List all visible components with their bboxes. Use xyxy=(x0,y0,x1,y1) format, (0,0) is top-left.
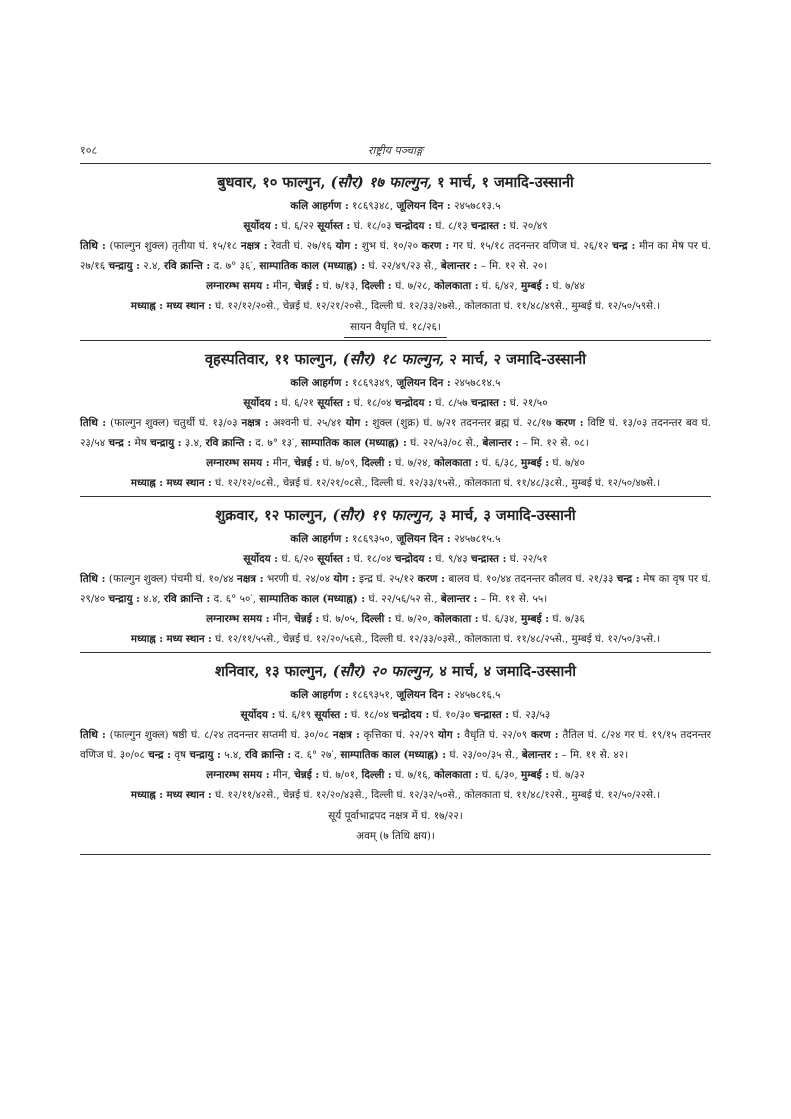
day-note xyxy=(80,826,711,846)
moonset-value: घं. २३/५३ xyxy=(512,709,551,721)
lagna-kolkata-value: घं. ६/३८, xyxy=(481,457,518,469)
chandra-label: चन्द्र : xyxy=(612,240,636,252)
tithi-label: तिथि : xyxy=(80,240,106,252)
rise-set-line xyxy=(80,705,711,725)
nakshatra-value: भरणी घं. २४/०४ xyxy=(266,573,331,585)
ravi-kranti-label: रवि क्रान्ति : xyxy=(205,437,252,449)
lagnarambh-line xyxy=(80,765,711,785)
sunrise-label: सूर्योदय : xyxy=(240,709,276,721)
tithi-label: तिथि : xyxy=(80,417,107,429)
day-title-gregorian-hijri: ४ मार्च, ४ जमादि-उस्सानी xyxy=(439,663,577,680)
lagna-delhi-value: घं. ७/२४, xyxy=(395,457,431,469)
lagnarambh-line xyxy=(80,453,711,473)
madhyahn-value: घं. १२/१२/२०से., चेन्नई घं. १२/२१/२०से., दिल्ली घं. १२/३३/२७से., कोलकाता घं. ११/४८/४९से., मुम्बई घं. १२/५०/५९से.। xyxy=(215,301,661,312)
lagna-kolkata-label: कोलकाता : xyxy=(434,613,479,625)
day-entry xyxy=(80,653,711,855)
madhyahn-line xyxy=(80,296,711,317)
lagna-mumbai-label: मुम्बई : xyxy=(521,769,550,781)
lagna-delhi-label: दिल्ली : xyxy=(361,613,392,625)
moonset-value: घं. २२/५१ xyxy=(509,553,548,565)
tithi-paragraph xyxy=(80,236,711,276)
rise-set-line xyxy=(80,549,711,569)
lagna-delhi-label: दिल्ली : xyxy=(361,769,392,781)
sunrise-value: घं. ६/१९ xyxy=(278,709,312,721)
madhyahn-value: घं. १२/१२/०८से., चेन्नई घं. १२/२१/०८से., दिल्ली घं. १२/३३/१५से., कोलकाता घं. ११/४८/३८से., मुम्बई घं. १२/५०/४७से.। xyxy=(215,478,661,489)
madhyahn-label: मध्याह्न : मध्य स्थान : xyxy=(130,789,212,801)
madhyahn-value: घं. १२/११/४२से., चेन्नई घं. १२/२०/४३से., दिल्ली घं. १२/३२/५०से., कोलकाता घं. ११/४८/१२से., मुम्बई घं. १२/५०/२२से.। xyxy=(215,790,661,801)
chandrayu-label: चन्द्रायु : xyxy=(108,260,140,272)
day-entry xyxy=(80,164,711,341)
julian-value: २४५७८१५.५ xyxy=(454,533,501,545)
day-entries xyxy=(80,164,711,855)
kali-value: १८६९३५०, xyxy=(352,533,394,545)
lagna-mumbai-value: घं. ७/४४ xyxy=(552,280,585,292)
lagnarambh-label: लग्नारम्भ समय : xyxy=(206,457,270,469)
lagna-chennai-value: घं. ७/०१, xyxy=(322,769,359,781)
sampatik-label: साम्पातिक काल (मध्याह्न) : xyxy=(340,749,447,761)
chandrayu-value: ३.४, xyxy=(184,437,203,449)
lagna-mumbai-value: घं. ७/३६ xyxy=(552,613,585,625)
day-note-text: अवम् (७ तिथि क्षय)। xyxy=(356,830,435,842)
lagna-chennai-label: चेन्नई : xyxy=(294,613,320,625)
day-notes xyxy=(80,317,711,338)
nakshatra-label: नक्षत्र : xyxy=(241,417,269,429)
nakshatra-label: नक्षत्र : xyxy=(332,729,360,741)
karana-value: गर घं. १५/१८ तदनन्तर वणिज घं. २६/१२ xyxy=(452,240,609,252)
belantar-label: बेलान्तर : xyxy=(440,260,478,272)
sampatik-label: साम्पातिक काल (मध्याह्न) : xyxy=(259,593,366,605)
moonset-label: चन्द्रास्त : xyxy=(471,397,507,409)
chandra-label: चन्द्र : xyxy=(148,749,171,761)
chandrayu-value: २.४, xyxy=(143,260,161,272)
belantar-value: – मि. ११ से. ५५। xyxy=(480,593,548,605)
lagnarambh-label: लग्नारम्भ समय : xyxy=(206,280,270,292)
madhyahn-label: मध्याह्न : मध्य स्थान : xyxy=(130,477,212,489)
day-entry xyxy=(80,497,711,653)
moonrise-value: घं. ८/५७ xyxy=(435,397,468,409)
sunset-value: घं. १८/०४ xyxy=(351,709,389,721)
yoga-value: शुक्ल (शुक्र) घं. ७/२१ तदनन्तर ब्रह्म घं. २८/१७ xyxy=(372,417,552,429)
lagna-chennai-value: घं. ७/०९, xyxy=(322,457,359,469)
sunset-value: घं. १८/०४ xyxy=(353,397,392,409)
karana-value: विष्टि घं. १३/०३ तदनन्तर बव घं. २३/५४ xyxy=(80,417,711,449)
belantar-value: – मि. १२ से. ०८। xyxy=(522,437,589,449)
lagna-chennai-label: चेन्नई : xyxy=(294,280,320,292)
lagnarambh-label: लग्नारम्भ समय : xyxy=(206,769,270,781)
lagna-rashi-value: मीन, xyxy=(272,457,291,469)
tithi-value: (फाल्गुन शुक्ल) चतुर्थी घं. १३/०३ xyxy=(110,417,238,429)
tithi-label: तिथि : xyxy=(80,573,106,585)
kali-label: कलि आहर्गण : xyxy=(290,533,349,545)
julian-value: २४५७८१६.५ xyxy=(454,689,501,701)
day-title xyxy=(80,661,711,683)
kali-value: १८६९३४९, xyxy=(352,377,394,389)
sampatik-label: साम्पातिक काल (मध्याह्न) : xyxy=(301,437,407,449)
sunrise-value: घं. ६/२२ xyxy=(281,220,314,232)
lagna-kolkata-value: घं. ६/३४, xyxy=(481,613,518,625)
sunrise-label: सूर्योदय : xyxy=(243,397,279,409)
julian-value: २४५७८१४.५ xyxy=(454,377,501,389)
lagna-mumbai-label: मुम्बई : xyxy=(521,280,550,292)
tithi-paragraph xyxy=(80,725,711,765)
moonset-label: चन्द्रास्त : xyxy=(473,709,510,721)
kali-label: कलि आहर्गण : xyxy=(290,377,349,389)
moonrise-label: चन्द्रोदय : xyxy=(394,397,432,409)
yoga-label: योग : xyxy=(345,417,369,429)
kali-label: कलि आहर्गण : xyxy=(290,689,349,701)
belantar-value: – मि. १२ से. २०। xyxy=(480,260,548,272)
belantar-label: बेलान्तर : xyxy=(482,437,520,449)
lagna-rashi-value: मीन, xyxy=(272,280,291,292)
lagna-rashi-value: मीन, xyxy=(272,769,291,781)
yoga-label: योग : xyxy=(333,573,356,585)
day-note-text: सूर्य पूर्वाभाद्रपद नक्षत्र में घं. १७/२२। xyxy=(328,810,463,822)
kali-julian-line xyxy=(80,529,711,549)
karana-label: करण : xyxy=(530,729,559,741)
kali-value: १८६९३५१, xyxy=(352,689,394,701)
lagna-kolkata-label: कोलकाता : xyxy=(434,457,479,469)
day-title xyxy=(80,172,711,194)
lagna-delhi-value: घं. ७/२०, xyxy=(395,613,431,625)
ravi-kranti-label: रवि क्रान्ति : xyxy=(163,260,211,272)
tithi-value: (फाल्गुन शुक्ल) तृतीया घं. १५/१८ xyxy=(109,240,238,252)
day-title-date: शनिवार, १३ फाल्गुन, xyxy=(214,663,328,680)
yoga-value: इन्द्र घं. २५/१२ xyxy=(359,573,415,585)
chandra-value: वृष xyxy=(174,749,187,761)
yoga-label: योग : xyxy=(335,240,358,252)
lagna-delhi-value: घं. ७/१६, xyxy=(395,769,431,781)
madhyahn-line xyxy=(80,473,711,494)
day-title-gregorian-hijri: १ मार्च, १ जमादि-उस्सानी xyxy=(437,174,574,191)
julian-label: जूलियन दिन : xyxy=(396,533,451,545)
running-title: राष्ट्रीय पञ्चाङ्ग xyxy=(368,144,423,157)
chandra-value: मेष का वृष पर घं. २९/४० xyxy=(80,573,711,605)
sunset-label: सूर्यास्त : xyxy=(317,553,351,565)
lagna-mumbai-label: मुम्बई : xyxy=(521,457,550,469)
rise-set-line xyxy=(80,393,711,413)
nakshatra-value: अश्वनी घं. २५/४१ xyxy=(272,417,342,429)
chandrayu-label: चन्द्रायु : xyxy=(108,593,140,605)
ravi-kranti-value: द. ७° १३′, xyxy=(255,437,298,449)
belantar-label: बेलान्तर : xyxy=(521,749,559,761)
ravi-kranti-value: द. ६° २७′, xyxy=(294,749,338,761)
panchang-page xyxy=(80,141,711,855)
ravi-kranti-label: रवि क्रान्ति : xyxy=(163,593,211,605)
belantar-value: – मि. ११ से. ४२। xyxy=(561,749,629,761)
lagna-kolkata-value: घं. ६/३०, xyxy=(481,769,518,781)
day-note-text: सायन वैधृति घं. १८/२६। xyxy=(344,317,447,338)
chandra-label: चन्द्र : xyxy=(108,437,132,449)
tithi-label: तिथि : xyxy=(80,729,106,741)
lagna-mumbai-value: घं. ७/४० xyxy=(552,457,585,469)
lagna-kolkata-value: घं. ६/४२, xyxy=(481,280,518,292)
lagna-chennai-value: घं. ७/०५, xyxy=(322,613,359,625)
sampatik-value: घं. २२/५६/५२ से., xyxy=(368,593,438,605)
chandra-value: मेष xyxy=(134,437,147,449)
tithi-value: (फाल्गुन शुक्ल) षष्ठी घं. ८/२४ तदनन्तर सप्तमी घं. ३०/०८ xyxy=(109,729,330,741)
karana-label: करण : xyxy=(555,417,584,429)
madhyahn-value: घं. १२/११/५५से., चेन्नई घं. १२/२०/५६से., दिल्ली घं. १२/३३/०३से., कोलकाता घं. ११/४८/२५से., मुम्बई घं. १२/५०/३५से.। xyxy=(215,634,661,645)
moonrise-label: चन्द्रोदय : xyxy=(394,220,432,232)
day-note xyxy=(80,317,711,338)
day-title-date: वृहस्पतिवार, ११ फाल्गुन, xyxy=(204,351,338,368)
lagna-mumbai-value: घं. ७/३२ xyxy=(552,769,585,781)
sunrise-label: सूर्योदय : xyxy=(243,220,279,232)
sunset-value: घं. १८/०३ xyxy=(353,220,392,232)
sampatik-value: घं. २२/५३/०८ से., xyxy=(410,437,480,449)
rise-set-line xyxy=(80,216,711,236)
sampatik-value: घं. २२/४९/२३ से., xyxy=(368,260,438,272)
running-head xyxy=(80,141,711,163)
sunset-label: सूर्यास्त : xyxy=(317,220,351,232)
moonset-label: चन्द्रास्त : xyxy=(471,553,507,565)
madhyahn-line xyxy=(80,629,711,650)
day-entry xyxy=(80,341,711,497)
ravi-kranti-label: रवि क्रान्ति : xyxy=(244,749,292,761)
day-title-date: शुक्रवार, १२ फाल्गुन, xyxy=(215,507,328,524)
sunrise-label: सूर्योदय : xyxy=(243,553,279,565)
kali-julian-line xyxy=(80,685,711,705)
julian-label: जूलियन दिन : xyxy=(396,377,451,389)
moonrise-label: चन्द्रोदय : xyxy=(392,709,430,721)
karana-value: बालव घं. १०/४४ तदनन्तर कौलव घं. २१/३३ xyxy=(448,573,614,585)
yoga-value: वैधृति घं. २२/०९ xyxy=(464,729,528,741)
karana-label: करण : xyxy=(417,573,445,585)
belantar-label: बेलान्तर : xyxy=(440,593,478,605)
day-title-date: बुधवार, १० फाल्गुन, xyxy=(217,174,326,191)
moonset-value: घं. २०/४९ xyxy=(509,220,548,232)
lagna-mumbai-label: मुम्बई : xyxy=(521,613,550,625)
day-note xyxy=(80,806,711,826)
nakshatra-label: नक्षत्र : xyxy=(237,573,264,585)
madhyahn-line xyxy=(80,785,711,806)
tithi-paragraph xyxy=(80,413,711,453)
day-title-gregorian-hijri: २ मार्च, २ जमादि-उस्सानी xyxy=(449,351,587,368)
lagna-chennai-label: चेन्नई : xyxy=(294,769,320,781)
chandra-label: चन्द्र : xyxy=(616,573,640,585)
tithi-value: (फाल्गुन शुक्ल) पंचमी घं. १०/४४ xyxy=(108,573,234,585)
page-number: १०८ xyxy=(80,144,98,157)
nakshatra-value: कृत्तिका घं. २२/२९ xyxy=(363,729,435,741)
lagna-rashi-value: मीन, xyxy=(272,613,291,625)
nakshatra-value: रेवती घं. २७/१६ xyxy=(271,240,332,252)
day-title-saur-date: (सौर) १७ फाल्गुन, xyxy=(330,174,433,191)
karana-label: करण : xyxy=(421,240,450,252)
lagnarambh-line xyxy=(80,276,711,296)
sunset-value: घं. १८/०४ xyxy=(353,553,392,565)
sunset-label: सूर्यास्त : xyxy=(317,397,351,409)
sampatik-label: साम्पातिक काल (मध्याह्न) : xyxy=(259,260,366,272)
karana-value: तैतिल घं. ८/२४ गर घं. १९/१५ तदनन्तर वणिज घं. ३०/०८ xyxy=(80,729,711,761)
nakshatra-label: नक्षत्र : xyxy=(240,240,268,252)
tithi-paragraph xyxy=(80,569,711,609)
moonrise-value: घं. ९/४३ xyxy=(435,553,468,565)
day-title-gregorian-hijri: ३ मार्च, ३ जमादि-उस्सानी xyxy=(439,507,576,524)
moonset-value: घं. २१/५० xyxy=(509,397,548,409)
day-title-saur-date: (सौर) १९ फाल्गुन, xyxy=(332,507,434,524)
chandrayu-value: ५.४, xyxy=(224,749,242,761)
chandrayu-value: ४.४, xyxy=(143,593,161,605)
lagna-kolkata-label: कोलकाता : xyxy=(434,769,479,781)
day-notes xyxy=(80,806,711,846)
moonrise-value: घं. १०/३० xyxy=(432,709,471,721)
yoga-label: योग : xyxy=(437,729,461,741)
lagna-kolkata-label: कोलकाता : xyxy=(434,280,479,292)
kali-julian-line xyxy=(80,196,711,216)
kali-julian-line xyxy=(80,373,711,393)
kali-value: १८६९३४८, xyxy=(352,200,394,212)
yoga-value: शुभ घं. १०/२० xyxy=(361,240,418,252)
sunrise-value: घं. ६/२१ xyxy=(281,397,314,409)
day-title xyxy=(80,349,711,371)
lagnarambh-line xyxy=(80,609,711,629)
day-title xyxy=(80,505,711,527)
moonset-label: चन्द्रास्त : xyxy=(471,220,507,232)
madhyahn-label: मध्याह्न : मध्य स्थान : xyxy=(130,633,212,645)
section-rule xyxy=(80,854,711,855)
chandrayu-label: चन्द्रायु : xyxy=(189,749,221,761)
lagna-delhi-label: दिल्ली : xyxy=(361,457,392,469)
ravi-kranti-value: द. ६° ५०′, xyxy=(213,593,257,605)
chandra-value: मीन का मेष पर घं. २७/१६ xyxy=(80,240,711,272)
julian-label: जूलियन दिन : xyxy=(396,689,451,701)
lagna-chennai-label: चेन्नई : xyxy=(294,457,320,469)
lagna-delhi-label: दिल्ली : xyxy=(361,280,392,292)
moonrise-label: चन्द्रोदय : xyxy=(394,553,432,565)
sunrise-value: घं. ६/२० xyxy=(281,553,314,565)
day-title-saur-date: (सौर) १८ फाल्गुन, xyxy=(342,351,445,368)
sampatik-value: घं. २३/००/३५ से., xyxy=(449,749,519,761)
lagnarambh-label: लग्नारम्भ समय : xyxy=(206,613,270,625)
madhyahn-label: मध्याह्न : मध्य स्थान : xyxy=(130,300,212,312)
kali-label: कलि आहर्गण : xyxy=(290,200,349,212)
chandrayu-label: चन्द्रायु : xyxy=(150,437,182,449)
sunset-label: सूर्यास्त : xyxy=(314,709,348,721)
lagna-chennai-value: घं. ७/१३, xyxy=(322,280,359,292)
moonrise-value: घं. ८/१३ xyxy=(435,220,468,232)
julian-value: २४५७८१३.५ xyxy=(454,200,501,212)
lagna-delhi-value: घं. ७/२८, xyxy=(395,280,431,292)
ravi-kranti-value: द. ७° ३६′, xyxy=(213,260,257,272)
day-title-saur-date: (सौर) २० फाल्गुन, xyxy=(332,663,435,680)
julian-label: जूलियन दिन : xyxy=(396,200,451,212)
